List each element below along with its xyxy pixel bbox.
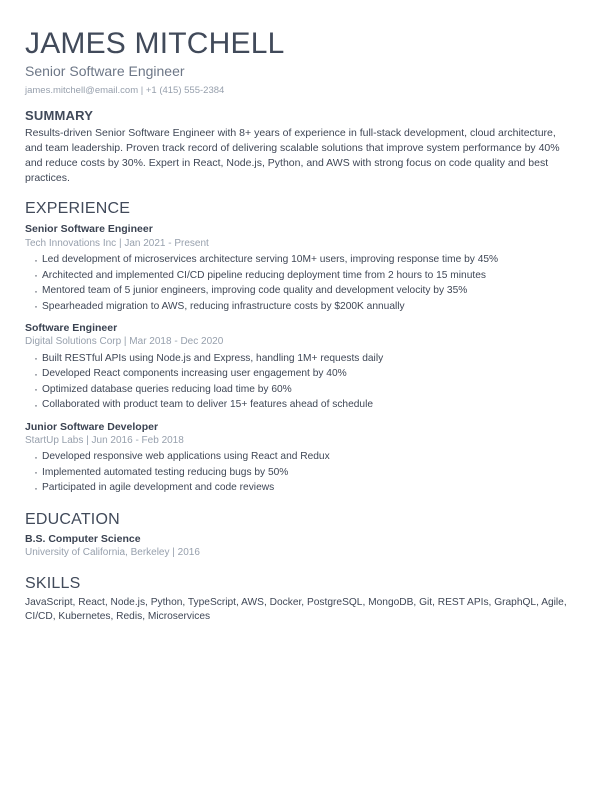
job-title: Software Engineer <box>25 322 118 335</box>
professional-headline: Senior Software Engineer <box>25 63 185 80</box>
education-heading: EDUCATION <box>25 510 120 528</box>
summary-text: Results-driven Senior Software Engineer with 8+ years of experience in full-stack development, cloud architecture, and team leadership. Proven track record of delivering scalable solutions that improve system performance by 40% and reduce costs by 30%. Expert in React, Node.js, Python, and AWS with strong focus on code quality and best practices. <box>25 126 560 184</box>
list-item: · Led development of microservices architecture serving 10M+ users, improving response time by 45% <box>34 252 575 268</box>
summary-heading: SUMMARY <box>25 107 94 123</box>
list-item: · Built RESTful APIs using Node.js and Express, handling 1M+ requests daily <box>34 351 575 367</box>
skills-heading: SKILLS <box>25 574 81 592</box>
experience-heading: EXPERIENCE <box>25 200 131 218</box>
job-company-dates: StartUp Labs | Jun 2016 - Feb 2018 <box>25 434 184 446</box>
list-item: · Developed React components increasing user engagement by 40% <box>34 366 575 382</box>
list-item: · Architected and implemented CI/CD pipeline reducing deployment time from 2 hours to 15 minutes <box>34 268 575 284</box>
experience-entry <box>25 420 575 496</box>
list-item: · Mentored team of 5 junior engineers, improving code quality and development velocity by 35% <box>34 283 575 299</box>
education-school-year: University of California, Berkeley | 2016 <box>25 547 200 559</box>
job-company-dates: Tech Innovations Inc | Jan 2021 - Present <box>25 237 209 249</box>
experience-entry <box>25 321 575 413</box>
list-item: · Spearheaded migration to AWS, reducing infrastructure costs by $200K annually <box>34 299 575 315</box>
list-item: · Implemented automated testing reducing bugs by 50% <box>34 465 575 481</box>
job-bullet-list <box>25 449 575 496</box>
education-degree: B.S. Computer Science <box>25 532 141 545</box>
job-title: Junior Software Developer <box>25 420 159 433</box>
section-education <box>25 496 575 560</box>
list-item: · Participated in agile development and code reviews <box>34 480 575 496</box>
list-item: · Optimized database queries reducing load time by 60% <box>34 382 575 398</box>
job-bullet-list <box>25 351 575 413</box>
list-item: · Collaborated with product team to deliver 15+ features ahead of schedule <box>34 397 575 413</box>
job-company-dates: Digital Solutions Corp | Mar 2018 - Dec 2020 <box>25 336 224 348</box>
job-title: Senior Software Engineer <box>25 223 153 236</box>
skills-text: JavaScript, React, Node.js, Python, TypeScript, AWS, Docker, PostgreSQL, MongoDB, Git, REST APIs, GraphQL, Agile, CI/CD, Kubernetes, Redis, Microservices <box>25 596 567 623</box>
contact-line: james.mitchell@email.com | +1 (415) 555-2384 <box>25 85 225 97</box>
section-summary <box>25 97 575 186</box>
experience-entry <box>25 222 575 314</box>
section-experience <box>25 185 575 496</box>
job-bullet-list <box>25 252 575 314</box>
section-skills <box>25 560 575 625</box>
list-item: · Developed responsive web applications using React and Redux <box>34 449 575 465</box>
page-title: JAMES MITCHELL <box>25 27 285 60</box>
resume-header <box>25 28 575 97</box>
